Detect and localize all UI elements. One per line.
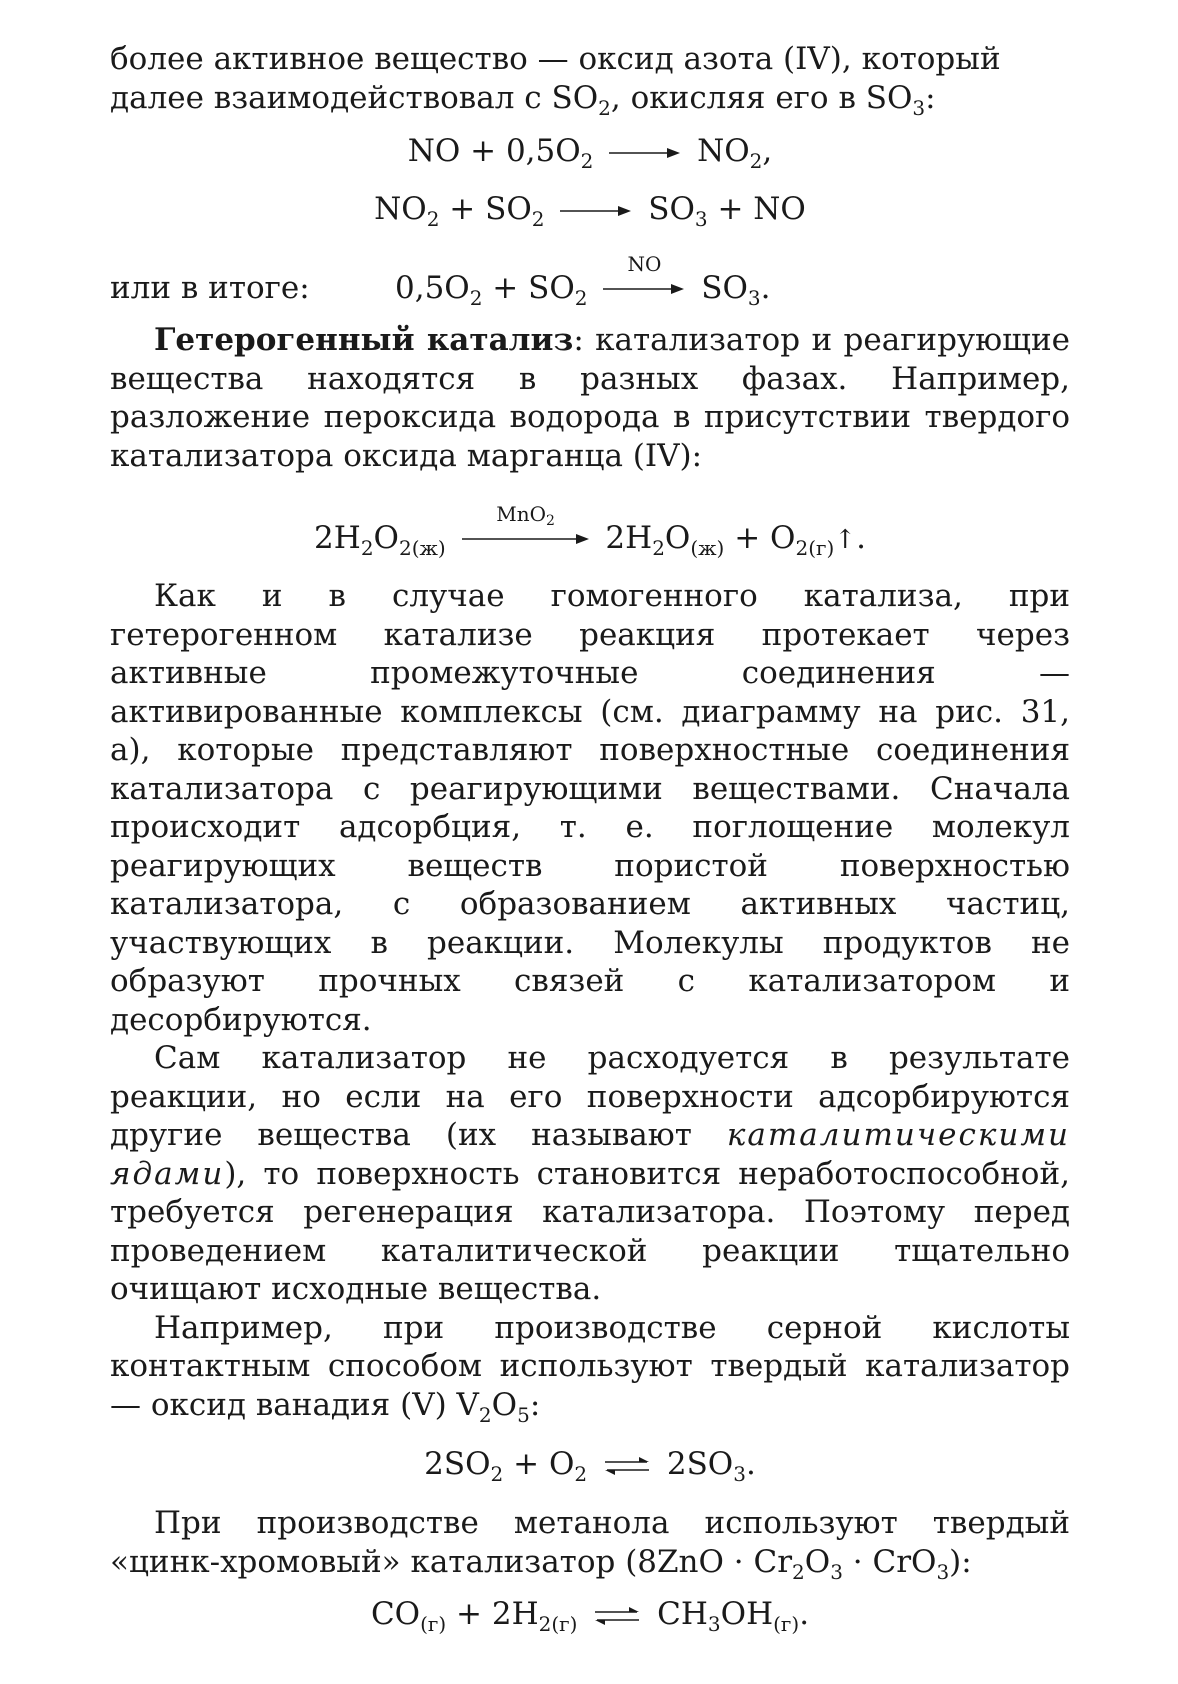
eq-term: + O bbox=[724, 519, 796, 556]
intro-line-1: более активное вещество — оксид азота (IV), который bbox=[110, 41, 1001, 77]
eq-term: . bbox=[745, 1446, 756, 1482]
eq-term: , bbox=[762, 133, 773, 169]
arrow-catalyst-label: NO bbox=[627, 252, 662, 276]
eq-term: CH bbox=[657, 1596, 708, 1632]
eq-term: 2SO bbox=[666, 1446, 734, 1482]
paragraph-text: Например, при производстве серной кислоты контактным способом используют твердый катализатор — оксид ванадия (V) V bbox=[110, 1309, 1070, 1423]
intro-paragraph bbox=[110, 40, 1070, 120]
paragraph-text: Сам катализатор не расходуется в результате реакции, но если на его поверхности адсорбируются другие вещества (их называют bbox=[110, 1040, 1070, 1153]
paragraph-catalyst-poisons bbox=[110, 1039, 1070, 1309]
paragraph-methanol bbox=[110, 1504, 1070, 1584]
equation-so2-oxidation bbox=[110, 1424, 1070, 1504]
subscript: 3 bbox=[912, 95, 926, 120]
subscript: 2(г) bbox=[795, 535, 835, 560]
subscript: 3 bbox=[707, 1612, 721, 1636]
subscript: 2 bbox=[490, 1462, 504, 1486]
intro-line-2c: : bbox=[925, 79, 936, 116]
subscript: 2 bbox=[574, 1462, 588, 1486]
subscript: 2 bbox=[792, 1559, 805, 1584]
catalyst-arrow-icon bbox=[462, 502, 590, 546]
eq-term: NO bbox=[374, 191, 427, 227]
subscript: 3 bbox=[733, 1462, 746, 1486]
intro-line-2b: , окисляя его в SO bbox=[610, 79, 913, 116]
equation-body bbox=[110, 502, 1070, 560]
subscript: 3 bbox=[694, 207, 708, 231]
up-arrow-icon: ↑ bbox=[834, 524, 857, 555]
eq-term: O bbox=[373, 519, 399, 556]
heterogeneous-paragraph bbox=[110, 321, 1070, 475]
equation-body bbox=[395, 252, 771, 310]
right-arrow-icon bbox=[560, 204, 632, 218]
equilibrium-arrow-icon bbox=[603, 1426, 651, 1506]
eq-term: SO bbox=[701, 269, 748, 306]
eq-term: NO bbox=[697, 133, 750, 169]
paragraph-text: При производстве метанола используют твердый «цинк-хромовый» катализатор (8ZnO · Cr bbox=[110, 1505, 1070, 1580]
intro-line-2: далее взаимодействовал с SO bbox=[110, 79, 599, 116]
paragraph-text: ): bbox=[949, 1543, 972, 1580]
subscript: 2(ж) bbox=[398, 535, 446, 560]
eq-term: . bbox=[856, 519, 866, 556]
arrow-catalyst-label bbox=[462, 502, 590, 529]
paragraph-text: O bbox=[491, 1386, 518, 1423]
equation-label: или в итоге: bbox=[110, 269, 310, 306]
textbook-page bbox=[110, 40, 1070, 1651]
term-catalytic-poisons: каталитическими ядами bbox=[110, 1117, 1070, 1192]
subscript: 2 bbox=[580, 149, 594, 173]
equation-methanol-synthesis bbox=[110, 1581, 1070, 1651]
subscript: 2 bbox=[478, 1402, 492, 1427]
subscript: 2 bbox=[545, 513, 555, 529]
paragraph-sulfuric-acid bbox=[110, 1309, 1070, 1425]
eq-term: NO + 0,5O bbox=[407, 133, 581, 169]
equation-overall bbox=[110, 239, 1070, 319]
subscript: 5 bbox=[517, 1402, 530, 1427]
eq-term: 2SO bbox=[424, 1446, 491, 1482]
subscript: 2 bbox=[426, 207, 440, 231]
equilibrium-arrow-icon bbox=[593, 1583, 641, 1649]
eq-term: CO bbox=[370, 1596, 421, 1632]
eq-term: O bbox=[664, 519, 691, 556]
subscript: 2 bbox=[598, 95, 611, 120]
paragraph-text: · CrO bbox=[842, 1543, 937, 1580]
paragraph-text: : bbox=[529, 1386, 541, 1423]
subscript: 2 bbox=[749, 149, 763, 173]
subscript: (г) bbox=[773, 1612, 800, 1636]
subscript: 3 bbox=[747, 285, 761, 310]
subscript: 2 bbox=[360, 535, 374, 560]
subscript: 2 bbox=[652, 535, 665, 560]
catalyst-arrow-icon bbox=[603, 252, 685, 296]
eq-term: 0,5O bbox=[395, 269, 470, 306]
subscript: 2 bbox=[574, 285, 588, 310]
subscript: 2(г) bbox=[538, 1612, 578, 1636]
catalyst-formula: MnO bbox=[496, 502, 546, 526]
eq-term: + SO bbox=[482, 269, 575, 306]
subscript: 2 bbox=[469, 285, 483, 310]
subscript: 2 bbox=[531, 207, 545, 231]
eq-term: + 2H bbox=[446, 1596, 539, 1632]
subscript: 3 bbox=[936, 1559, 950, 1584]
paragraph-text: O bbox=[804, 1543, 831, 1580]
eq-term: OH bbox=[720, 1596, 774, 1632]
eq-term: . bbox=[799, 1596, 810, 1632]
eq-term: + SO bbox=[439, 191, 532, 227]
eq-term: + NO bbox=[707, 191, 806, 227]
eq-term: 2H bbox=[605, 519, 653, 556]
equation-no-oxidation bbox=[110, 123, 1070, 179]
eq-term: . bbox=[760, 269, 771, 306]
paragraph-text: : катализатор и реагирующие вещества находятся в разных фазах. Например, разложение пероксида водорода в присутствии твердого катализатора оксида марганца (IV): bbox=[110, 322, 1070, 474]
paragraph-text: ), то поверхность становится неработоспособной, требуется регенерация катализатора. Поэтому перед проведением каталитической реакции тщательно очищают исходные вещества. bbox=[110, 1155, 1070, 1307]
eq-term: + O bbox=[503, 1446, 575, 1482]
right-arrow-icon bbox=[609, 146, 681, 160]
eq-term: 2H bbox=[314, 519, 361, 556]
eq-term: SO bbox=[648, 191, 695, 227]
equation-no2-so2 bbox=[110, 179, 1070, 239]
subscript: (г) bbox=[420, 1612, 447, 1636]
term-heterogeneous-catalysis: Гетерогенный катализ bbox=[154, 322, 574, 358]
subscript: 3 bbox=[830, 1559, 843, 1584]
equation-peroxide-decomposition bbox=[110, 481, 1070, 577]
subscript: (ж) bbox=[690, 535, 725, 560]
paragraph-activated-complexes: Как и в случае гомогенного катализа, при гетерогенном катализе реакция протекает через активные промежуточные соединения — активированные комплексы (см. диаграмму на рис. 31, а), которые представляют поверхностные соединения катализатора с реагирующими веществами. Сначала происходит адсорбция, т. е. поглощение молекул реагирующих веществ пористой поверхностью катализатора, с образованием активных частиц, участвующих в реакции. Молекулы продуктов не образуют прочных связей с катализатором и десорбируются. bbox=[110, 578, 1070, 1038]
